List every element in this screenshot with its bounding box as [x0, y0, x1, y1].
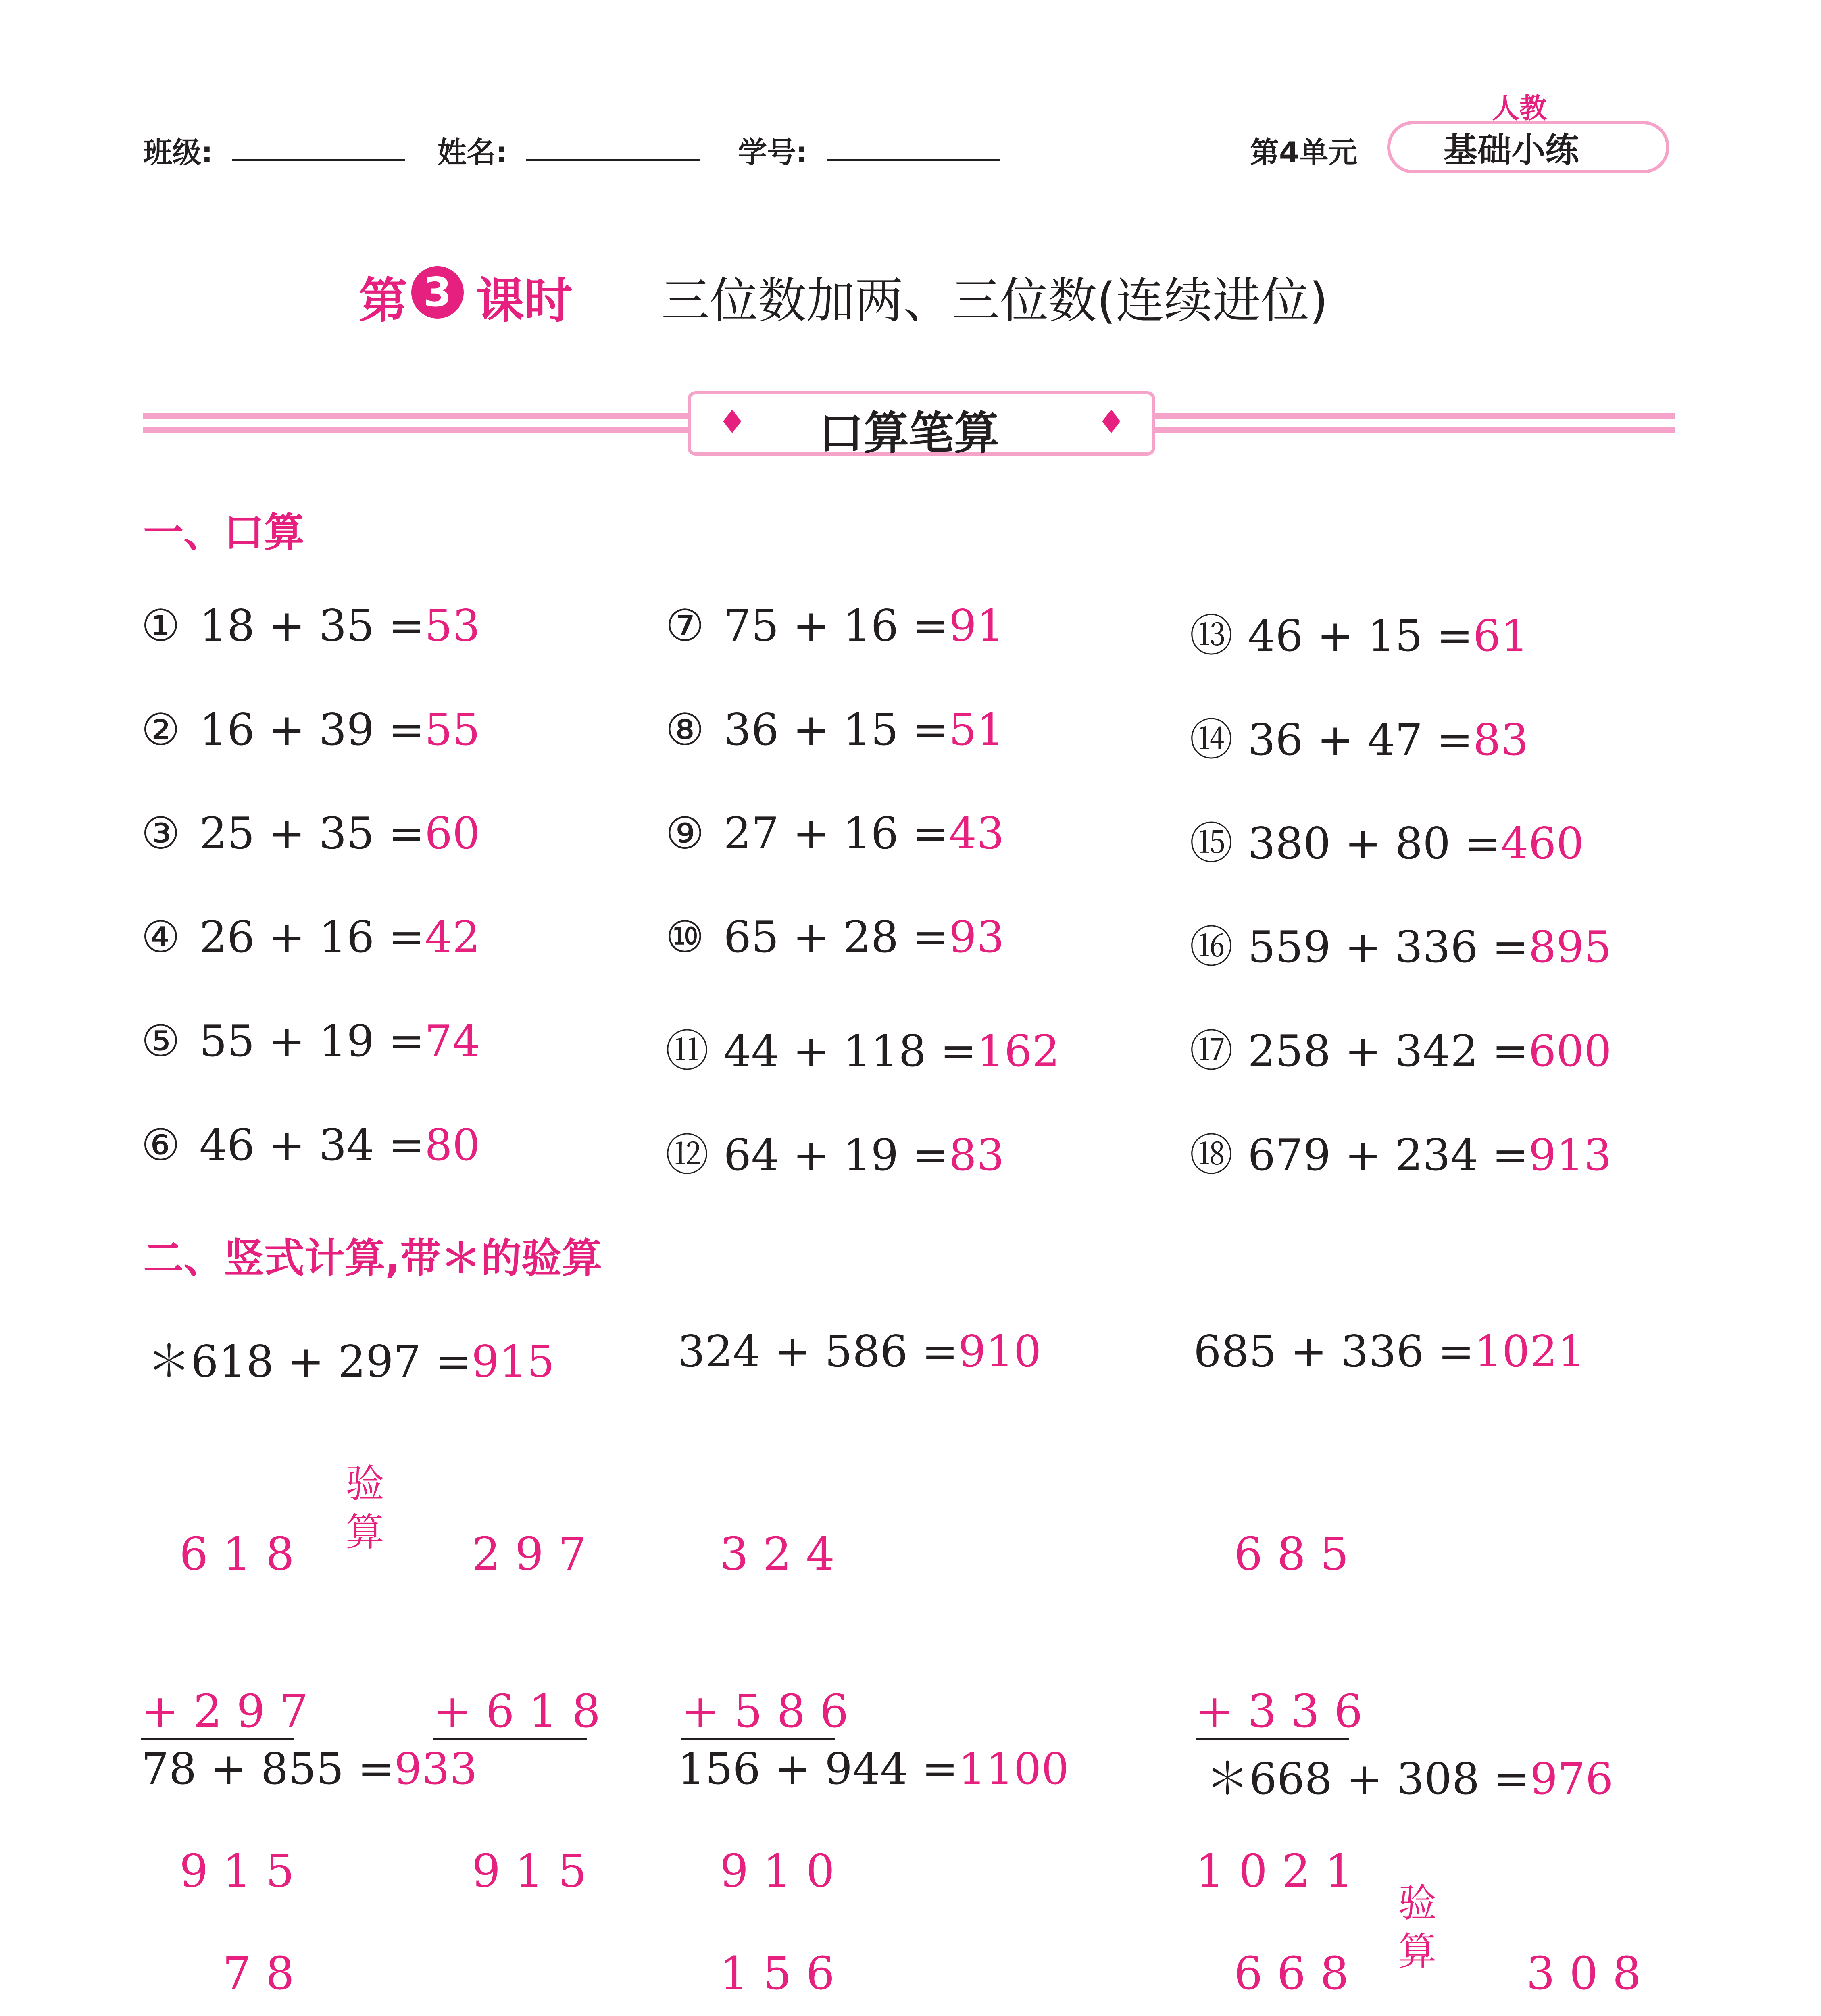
addend-top: 6 8 5: [1234, 1528, 1349, 1581]
item-number: ⑮: [1190, 818, 1233, 869]
item-number: ⑰: [1190, 1026, 1233, 1077]
item-answer[interactable]: 460: [1500, 818, 1584, 869]
sum[interactable]: 9 1 5: [179, 1845, 294, 1897]
item-answer[interactable]: 83: [949, 1130, 1004, 1181]
list-item: [141, 912, 480, 962]
addend-top: 7 8: [222, 1947, 294, 2000]
item-answer[interactable]: 91: [949, 601, 1004, 651]
id-input-line[interactable]: [827, 159, 1000, 161]
name-input-line[interactable]: [526, 159, 700, 161]
problem-answer[interactable]: 915: [471, 1337, 555, 1387]
series-top: 人教: [1492, 93, 1547, 125]
item-expression: 679 + 234 =: [1248, 1130, 1529, 1181]
item-answer[interactable]: 162: [976, 1026, 1060, 1077]
problem-equation: [677, 1744, 1069, 1794]
banner-title: 口算笔算: [819, 407, 999, 460]
item-expression: 46 + 15 =: [1248, 611, 1473, 661]
addend-bottom: + 3 3 6: [1196, 1685, 1349, 1740]
item-expression: 559 + 336 =: [1248, 922, 1529, 973]
item-expression: 16 + 39 =: [199, 705, 425, 755]
list-item: [141, 601, 480, 651]
lesson-number-circle: 3: [411, 266, 464, 319]
item-number: ⑱: [1190, 1130, 1233, 1181]
list-item: [141, 705, 480, 755]
section2-title: 二、竖式计算,带＊的验算: [143, 1235, 602, 1282]
item-number: ⑥: [141, 1120, 180, 1170]
list-item: [665, 808, 1004, 859]
problem-equation: [141, 1744, 477, 1794]
section1-title: 一、口算: [143, 509, 304, 556]
item-answer[interactable]: 913: [1528, 1130, 1612, 1181]
item-expression: 26 + 16 =: [199, 912, 425, 962]
list-item: [1190, 705, 1529, 767]
list-item: [665, 1120, 1004, 1183]
item-answer[interactable]: 600: [1528, 1026, 1612, 1077]
problem-answer[interactable]: 1100: [958, 1744, 1069, 1794]
addend-bottom: + 5 8 6: [681, 1685, 835, 1740]
item-number: ⑧: [665, 705, 704, 755]
item-expression: 46 + 34 =: [199, 1120, 425, 1170]
list-item: [665, 601, 1004, 651]
class-input-line[interactable]: [232, 159, 405, 161]
series-name: 基础小练: [1444, 130, 1579, 170]
list-item: [141, 1120, 480, 1170]
diamond-right-icon: ♦: [1097, 403, 1126, 441]
item-expression: 258 + 342 =: [1248, 1026, 1529, 1077]
problem-answer[interactable]: 976: [1530, 1754, 1613, 1804]
lesson-topic: 三位数加两、三位数(连续进位): [661, 273, 1328, 329]
list-item: [1190, 912, 1612, 975]
item-number: ⑨: [665, 808, 704, 859]
item-expression: 27 + 16 =: [723, 808, 949, 859]
item-expression: 36 + 47 =: [1248, 715, 1473, 765]
item-answer[interactable]: 83: [1473, 715, 1529, 765]
addend-bottom: + 2 9 7: [141, 1685, 294, 1740]
problem-expression: 156 + 944 =: [677, 1744, 958, 1794]
item-number: ①: [141, 601, 180, 651]
item-number: ⑩: [665, 912, 704, 962]
name-label: 姓名:: [438, 135, 507, 169]
addend-top: 3 2 4: [720, 1528, 835, 1581]
list-item: [1190, 1016, 1612, 1079]
item-number: ⑫: [665, 1130, 709, 1181]
problem-equation: [1194, 1327, 1585, 1377]
item-expression: 75 + 16 =: [723, 601, 949, 651]
item-number: ③: [141, 808, 180, 859]
list-item: [1190, 601, 1529, 663]
item-answer[interactable]: 60: [425, 808, 480, 859]
problem-expression: ＊668 + 308 =: [1206, 1754, 1530, 1804]
vertical-calc: [1196, 1843, 1354, 2016]
check-label: 验算: [346, 1461, 384, 1555]
item-answer[interactable]: 61: [1473, 611, 1529, 661]
item-expression: 65 + 28 =: [723, 912, 949, 962]
problem-answer[interactable]: 1021: [1474, 1327, 1586, 1377]
problem-expression: 324 + 586 =: [677, 1327, 958, 1377]
item-number: ②: [141, 705, 180, 755]
item-answer[interactable]: 43: [949, 808, 1004, 859]
problem-expression: ＊618 + 297 =: [147, 1337, 472, 1387]
addend-top: 3 0 8: [1526, 1947, 1641, 2000]
addend-top: 6 1 8: [179, 1528, 294, 1581]
item-number: ⑪: [665, 1026, 709, 1077]
addend-top: 2 9 7: [472, 1528, 587, 1581]
vertical-calc-check: [433, 1423, 601, 2002]
item-answer[interactable]: 51: [949, 705, 1004, 755]
item-number: ⑦: [665, 601, 704, 651]
addend-top: 1 5 6: [720, 1947, 835, 2000]
addend-top: 6 6 8: [1234, 1947, 1349, 2000]
list-item: [665, 705, 1004, 755]
id-label: 学号:: [738, 135, 808, 169]
item-expression: 25 + 35 =: [199, 808, 425, 859]
problem-equation: [147, 1327, 554, 1389]
item-number: ⑯: [1190, 922, 1233, 973]
item-number: ⑤: [141, 1016, 180, 1066]
item-answer[interactable]: 93: [949, 912, 1004, 962]
item-answer[interactable]: 80: [425, 1120, 480, 1170]
vertical-calc: [141, 1843, 294, 2016]
vertical-calc: [681, 1843, 835, 2016]
problem-answer[interactable]: 910: [958, 1327, 1042, 1377]
lesson-prefix: 第: [359, 273, 407, 329]
list-item: [1190, 1120, 1612, 1183]
unit-label: 第4单元: [1250, 135, 1358, 169]
addend-bottom: + 6 1 8: [433, 1685, 587, 1740]
lesson-suffix: 课时: [476, 273, 573, 329]
item-expression: 36 + 15 =: [723, 705, 949, 755]
class-label: 班级:: [143, 135, 213, 169]
problem-equation: [677, 1327, 1041, 1377]
item-number: ⑬: [1190, 611, 1233, 661]
vertical-calc-check: [1488, 1843, 1641, 2016]
problem-equation: [1206, 1744, 1613, 1806]
list-item: [141, 808, 480, 859]
check-label: 验算: [1398, 1881, 1437, 1974]
problem-expression: 685 + 336 =: [1194, 1327, 1475, 1377]
item-answer[interactable]: 53: [425, 601, 480, 651]
list-item: [1190, 808, 1584, 871]
item-answer[interactable]: 42: [425, 912, 480, 962]
list-item: [141, 1016, 480, 1066]
item-expression: 44 + 118 =: [723, 1026, 977, 1077]
sum[interactable]: 9 1 5: [472, 1845, 587, 1897]
item-answer[interactable]: 74: [425, 1016, 480, 1066]
item-expression: 55 + 19 =: [199, 1016, 425, 1066]
sum[interactable]: 9 1 0: [720, 1845, 835, 1897]
list-item: [665, 1016, 1060, 1079]
diamond-left-icon: ♦: [718, 403, 747, 441]
item-expression: 64 + 19 =: [723, 1130, 949, 1181]
item-expression: 380 + 80 =: [1248, 818, 1501, 869]
item-number: ④: [141, 912, 180, 962]
sum[interactable]: 1 0 2 1: [1196, 1845, 1354, 1897]
problem-answer[interactable]: 933: [394, 1744, 477, 1794]
item-answer[interactable]: 55: [425, 705, 480, 755]
item-number: ⑭: [1190, 715, 1233, 765]
item-expression: 18 + 35 =: [199, 601, 425, 651]
problem-expression: 78 + 855 =: [141, 1744, 394, 1794]
item-answer[interactable]: 895: [1528, 922, 1612, 973]
list-item: [665, 912, 1004, 962]
